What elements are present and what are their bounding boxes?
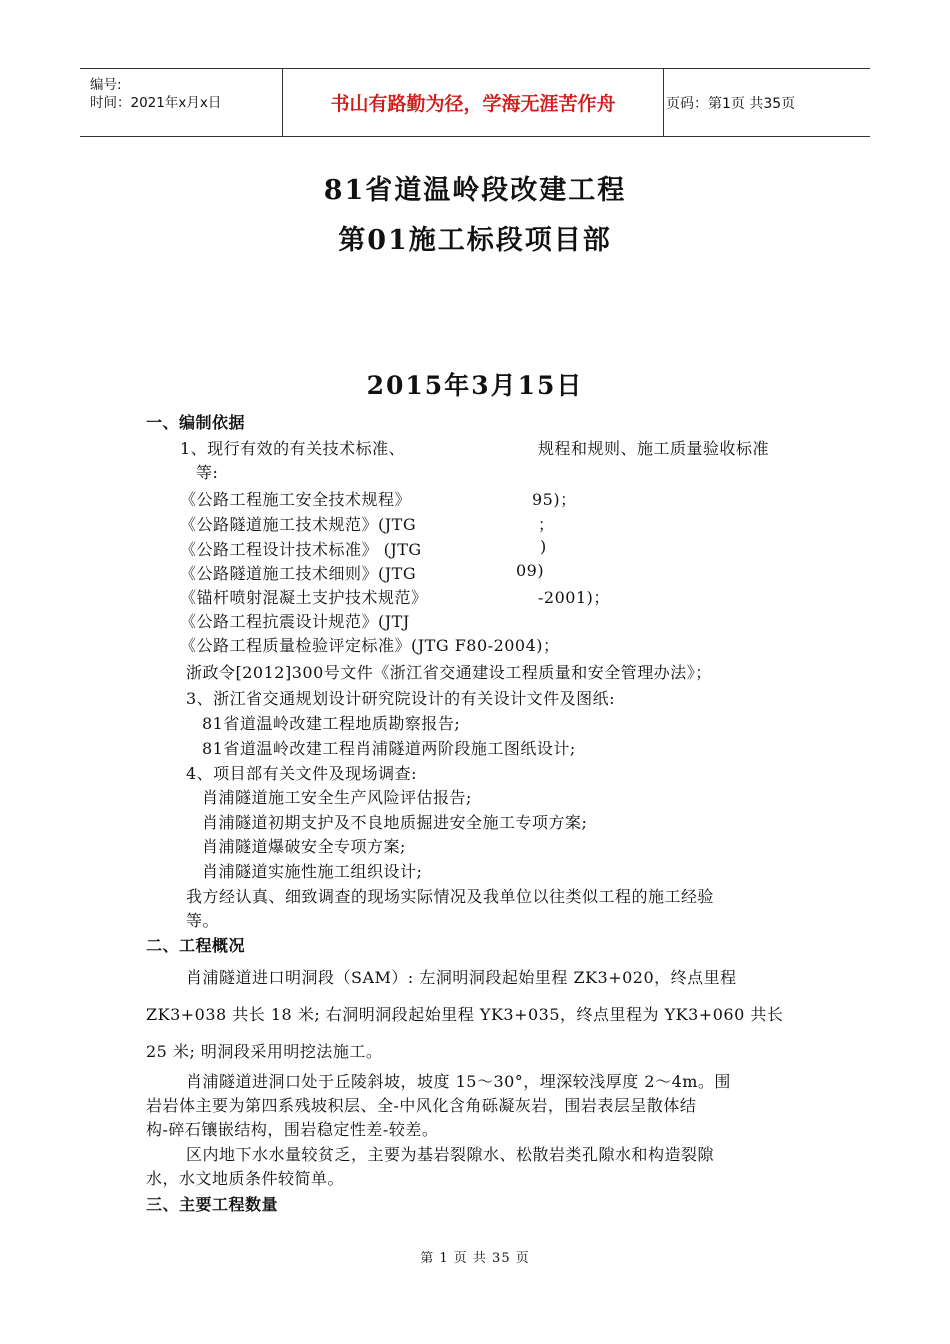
basis-item-3a: 81省道温岭改建工程地质勘察报告; [202, 714, 461, 733]
standard-4a: 《公路隧道施工技术细则》(JTG [180, 564, 417, 583]
header-motto: 书山有路勤为径，学海无涯苦作舟 [282, 69, 664, 136]
basis-item-3b: 81省道温岭改建工程肖浦隧道两阶段施工图纸设计; [202, 739, 576, 758]
standard-3a: 《公路工程设计技术标准》 (JTG [180, 540, 422, 559]
page-footer: 第 1 页 共 35 页 [420, 1251, 530, 1266]
overview-p1-line2: ZK3+038 共长 18 米; 右洞明洞段起始里程 YK3+035，终点里程为 YK3+060 共长 [146, 1005, 784, 1024]
basis-item-1a: 1、现行有效的有关技术标准、 [180, 439, 406, 458]
standard-3b: ) [540, 537, 547, 556]
basis-item-4d: 肖浦隧道实施性施工组织设计; [202, 862, 423, 881]
overview-p1-line1: 肖浦隧道进口明洞段（SAM）: 左洞明洞段起始里程 ZK3+020，终点里程 [186, 968, 737, 987]
header-meta [80, 69, 280, 136]
document-number-label: 编号: [90, 77, 122, 93]
overview-p3-line2: 水，水文地质条件较简单。 [146, 1169, 345, 1188]
overview-p3-line1: 区内地下水水量较贫乏，主要为基岩裂隙水、松散岩类孔隙水和构造裂隙 [186, 1145, 715, 1164]
overview-p2-line2: 岩岩体主要为第四系残坡积层、全-中风化含角砾凝灰岩，围岩表层呈散体结 [146, 1096, 697, 1115]
basis-summary-a: 我方经认真、细致调查的现场实际情况及我单位以往类似工程的施工经验 [186, 887, 715, 906]
project-title-line2: 第01施工标段项目部 [338, 225, 612, 256]
document-time-label: 时间：2021年x月x日 [90, 95, 222, 111]
section-heading-overview: 二、工程概况 [146, 936, 246, 955]
overview-p1-line3: 25 米; 明洞段采用明挖法施工。 [146, 1042, 383, 1061]
overview-p2-line3: 构-碎石镶嵌结构，围岩稳定性差-较差。 [146, 1120, 439, 1139]
standard-5b: -2001)； [538, 588, 610, 607]
basis-item-4b: 肖浦隧道初期支护及不良地质掘进安全施工专项方案; [202, 813, 588, 832]
section-heading-quantities: 三、主要工程数量 [146, 1195, 279, 1214]
header-page-info [664, 69, 870, 136]
overview-p2-line1: 肖浦隧道进洞口处于丘陵斜坡，坡度 15～30°，埋深较浅厚度 2～4m。围 [186, 1072, 731, 1091]
project-title-line1: 81省道温岭段改建工程 [323, 175, 627, 206]
basis-item-1b: 规程和规则、施工质量验收标准 [538, 439, 770, 458]
standard-4b: 09) [516, 561, 545, 580]
basis-item-4: 4、项目部有关文件及现场调查: [186, 764, 418, 783]
standard-5a: 《锚杆喷射混凝土支护技术规范》 [180, 588, 428, 607]
basis-summary-b: 等。 [186, 911, 220, 930]
document-date: 2015年3月15日 [366, 371, 584, 400]
standard-1a: 《公路工程施工安全技术规程》 [180, 490, 412, 509]
page-counter: 页码：第1页 共35页 [666, 95, 796, 112]
basis-item-1c: 等: [196, 463, 219, 482]
page-header [80, 68, 870, 137]
standard-7: 《公路工程质量检验评定标准》(JTG F80-2004)； [180, 636, 560, 655]
basis-item-4a: 肖浦隧道施工安全生产风险评估报告; [202, 788, 472, 807]
standard-2a: 《公路隧道施工技术规范》(JTG [180, 515, 417, 534]
standard-2b: ； [538, 515, 555, 534]
standard-1b: 95)； [532, 490, 577, 509]
standard-6: 《公路工程抗震设计规范》(JTJ [180, 612, 410, 631]
basis-item-3: 3、浙江省交通规划设计研究院设计的有关设计文件及图纸: [186, 689, 616, 708]
section-heading-basis: 一、编制依据 [146, 413, 246, 432]
basis-item-4c: 肖浦隧道爆破安全专项方案; [202, 837, 406, 856]
standard-8: 浙政令[2012]300号文件《浙江省交通建设工程质量和安全管理办法》； [186, 663, 712, 682]
